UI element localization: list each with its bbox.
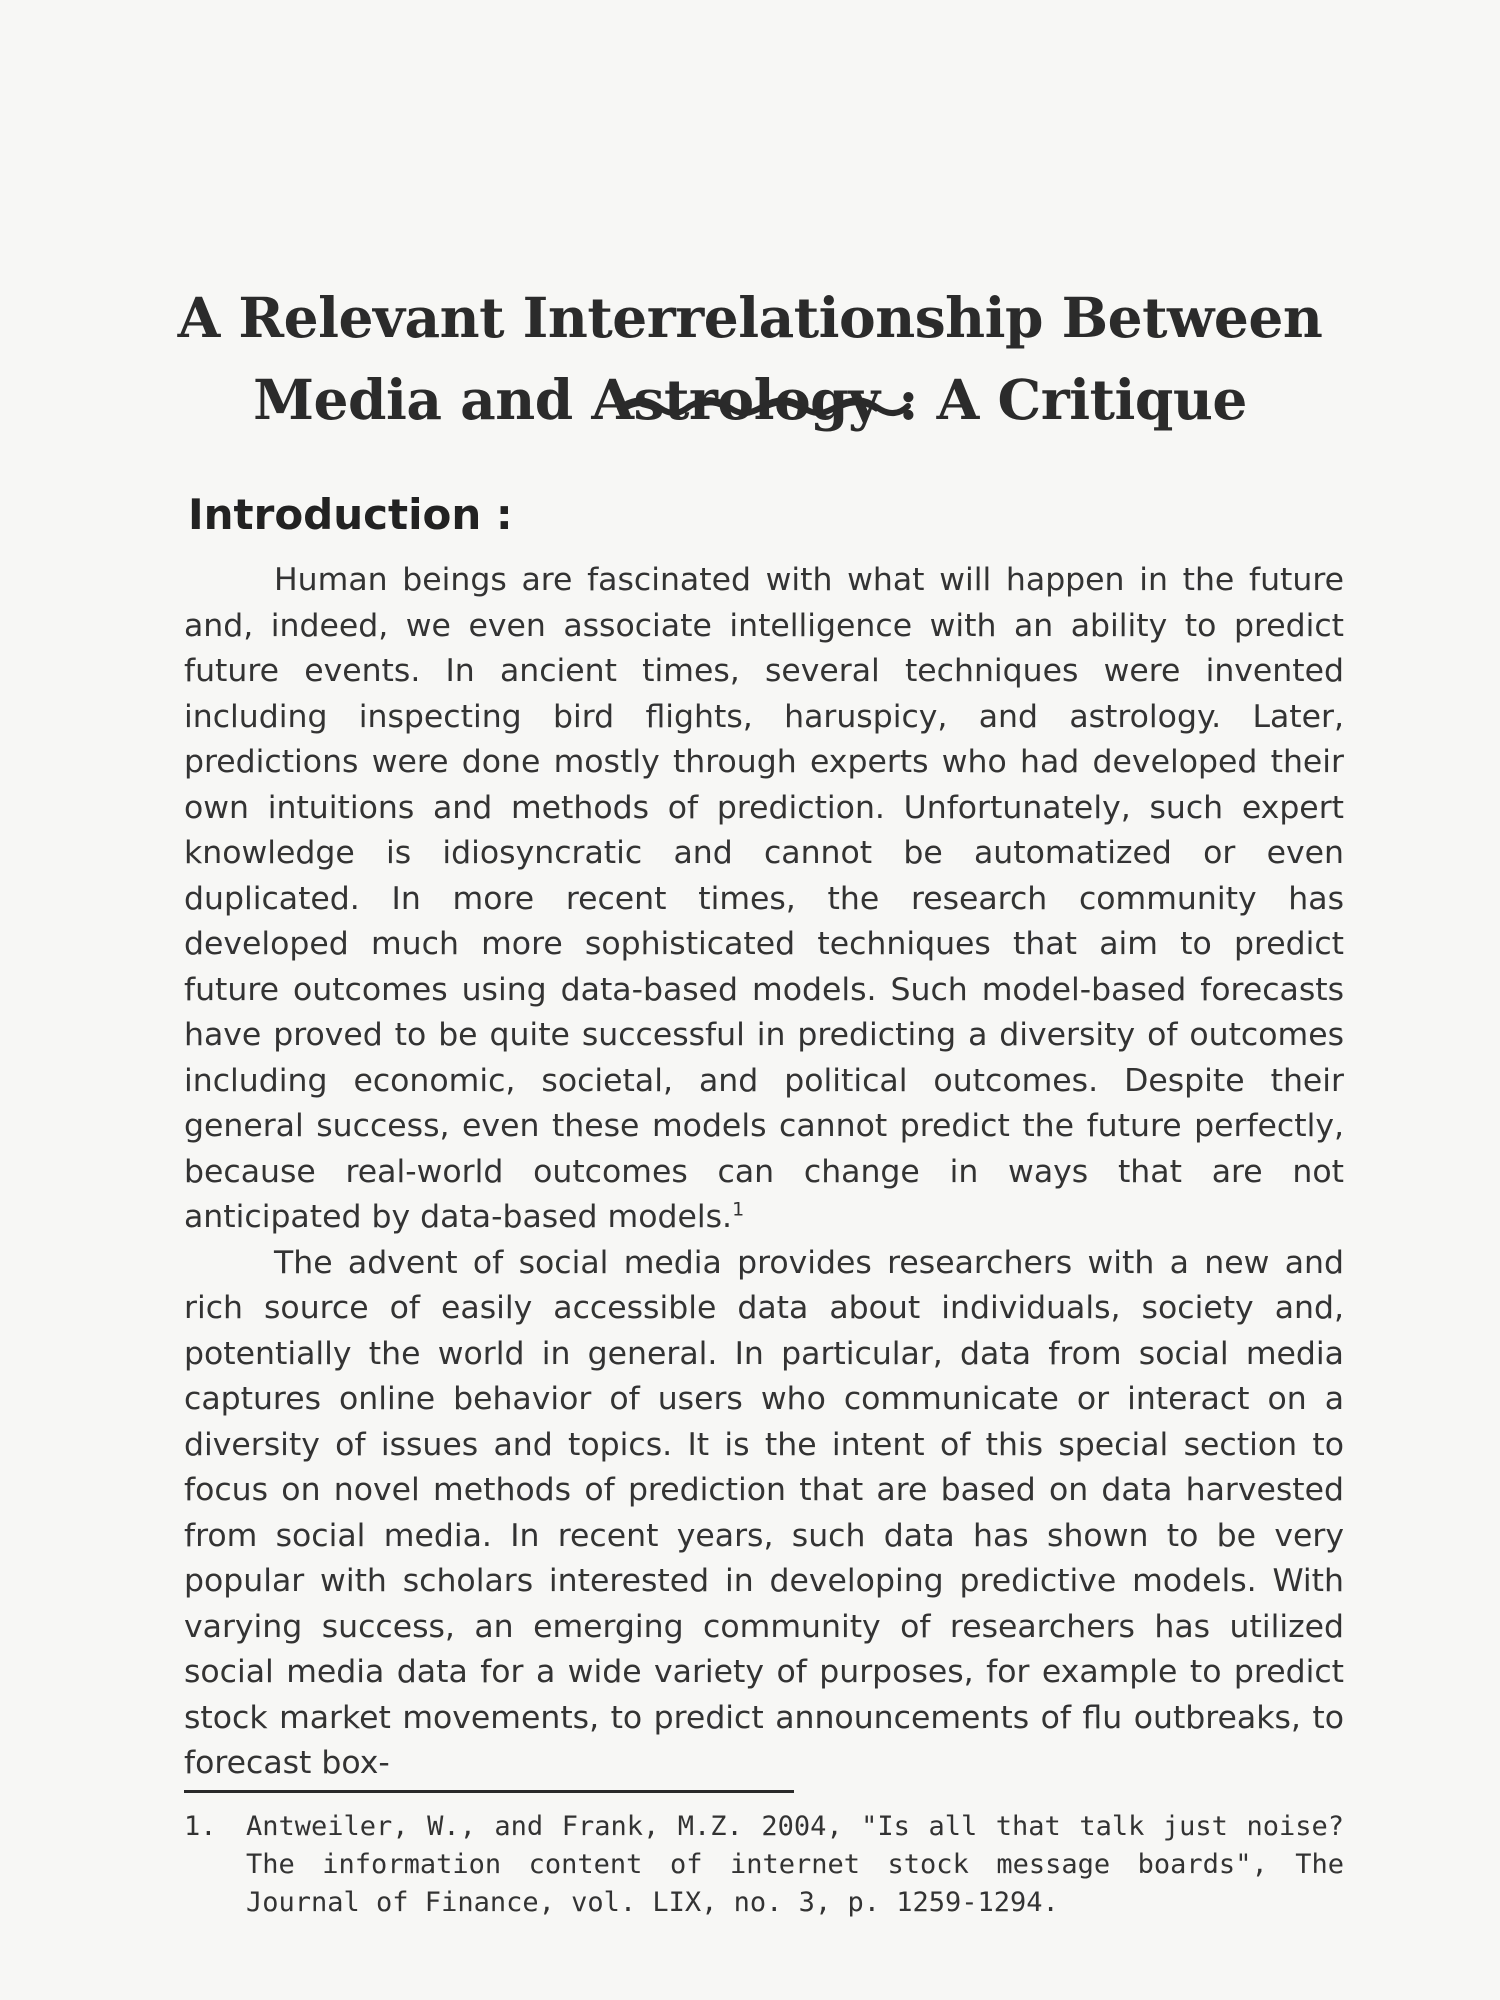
footnote-number: 1. bbox=[184, 1811, 217, 1842]
paragraph-1 bbox=[184, 558, 1344, 1241]
footnote-divider bbox=[184, 1790, 794, 1793]
paragraph-2 bbox=[184, 1241, 1344, 1787]
paragraph-2-text: The advent of social media provides researchers with a new and rich source of easily accessible data about individuals, society and, potentially the world in general. In particular, data from social media captures online behavior of users who communicate or interact on a diversity of issues and topics. It is the intent of this special section to focus on novel methods of prediction that are based on data harvested from social media. In recent years, such data has shown to be very popular with scholars interested in developing predictive models. With varying success, an emerging community of researchers has utilized social media data for a wide variety of purposes, for example to predict stock market movements, to predict announcements of flu outbreaks, to forecast box- bbox=[184, 1244, 1344, 1781]
footnote-text: Antweiler, W., and Frank, M.Z. 2004, "Is all that talk just noise? The information content of internet stock message boards", The Journal of Finance, vol. LIX, no. 3, p. 1259-1294. bbox=[246, 1811, 1344, 1918]
section-heading: Introduction : bbox=[188, 490, 513, 539]
footnote bbox=[184, 1808, 1344, 1922]
wavy-ornament-icon bbox=[616, 394, 912, 422]
body-text bbox=[184, 558, 1344, 1787]
paragraph-1-text: Human beings are fascinated with what will happen in the future and, indeed, we even associate intelligence with an ability to predict future events. In ancient times, several techniques were invented including inspecting bird flights, haruspicy, and astrology. Later, predictions were done mostly through experts who had developed their own intuitions and methods of prediction. Unfortunately, such expert knowledge is idiosyncratic and cannot be automatized or even duplicated. In more recent times, the research community has developed much more sophisticated techniques that aim to predict future outcomes using data-based models. Such model-based forecasts have proved to be quite successful in predicting a diversity of outcomes including economic, societal, and political outcomes. Despite their general success, even these models cannot predict the future perfectly, because real-world outcomes can change in ways that are not anticipated by data-based models. bbox=[184, 562, 1344, 1235]
title-line-2: Media and Astrology : A Critique bbox=[253, 366, 1247, 432]
footnote-ref[interactable]: 1 bbox=[732, 1198, 745, 1221]
title-line-1: A Relevant Interrelationship Between bbox=[177, 284, 1323, 350]
